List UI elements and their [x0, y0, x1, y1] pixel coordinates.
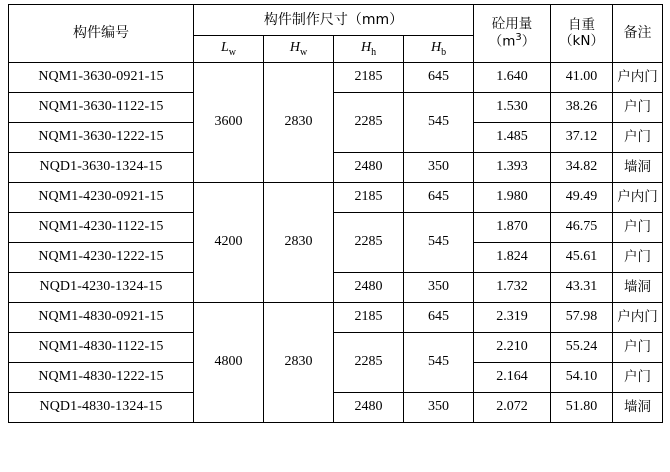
cell-Hw: 2830 — [264, 183, 334, 303]
header-weight-line1: 自重 — [568, 16, 596, 33]
table-body — [9, 63, 663, 423]
cell-concrete: 1.732 — [474, 273, 551, 303]
cell-code: NQM1-4830-1222-15 — [9, 363, 194, 393]
cell-Hb: 350 — [404, 393, 474, 423]
cell-remark: 墙洞 — [613, 153, 663, 183]
cell-concrete: 2.210 — [474, 333, 551, 363]
cell-code: NQM1-4830-0921-15 — [9, 303, 194, 333]
cell-remark: 户门 — [613, 363, 663, 393]
cell-Hh: 2185 — [334, 63, 404, 93]
cell-Hh: 2480 — [334, 153, 404, 183]
cell-concrete: 1.640 — [474, 63, 551, 93]
cell-Lw: 4800 — [194, 303, 264, 423]
cell-remark: 户门 — [613, 93, 663, 123]
header-Hw: $H_w$ — [264, 36, 334, 63]
cell-code: NQM1-3630-0921-15 — [9, 63, 194, 93]
cell-Hb: 545 — [404, 213, 474, 273]
header-Hb: $H_b$ — [404, 36, 474, 63]
cell-concrete: 1.485 — [474, 123, 551, 153]
cell-Hw: 2830 — [264, 63, 334, 183]
header-weight-line2: （kN） — [559, 32, 604, 49]
cell-weight: 51.80 — [551, 393, 613, 423]
header-concrete-line2: $(m^3)$ — [488, 32, 536, 50]
cell-remark: 户门 — [613, 213, 663, 243]
cell-remark: 户门 — [613, 333, 663, 363]
cell-remark: 户门 — [613, 243, 663, 273]
table-row — [9, 183, 663, 213]
cell-concrete: 1.824 — [474, 243, 551, 273]
cell-Hb: 645 — [404, 183, 474, 213]
header-Hh: $H_h$ — [334, 36, 404, 63]
cell-remark: 墙洞 — [613, 393, 663, 423]
cell-weight: 57.98 — [551, 303, 613, 333]
cell-weight: 41.00 — [551, 63, 613, 93]
cell-remark: 墙洞 — [613, 273, 663, 303]
header-self-weight — [551, 5, 613, 63]
cell-Hh: 2285 — [334, 213, 404, 273]
table-row — [9, 333, 663, 363]
cell-weight: 38.26 — [551, 93, 613, 123]
cell-code: NQM1-3630-1222-15 — [9, 123, 194, 153]
cell-Hb: 645 — [404, 63, 474, 93]
cell-remark: 户内门 — [613, 303, 663, 333]
cell-code: NQM1-4830-1122-15 — [9, 333, 194, 363]
cell-weight: 45.61 — [551, 243, 613, 273]
cell-remark: 户内门 — [613, 183, 663, 213]
cell-Hb: 545 — [404, 333, 474, 393]
table-row — [9, 63, 663, 93]
header-row-main — [9, 5, 663, 36]
cell-concrete: 1.393 — [474, 153, 551, 183]
cell-Hh: 2185 — [334, 183, 404, 213]
cell-remark: 户门 — [613, 123, 663, 153]
cell-code: NQD1-4830-1324-15 — [9, 393, 194, 423]
cell-remark: 户内门 — [613, 63, 663, 93]
header-code: 构件编号 — [9, 5, 194, 63]
cell-Hb: 350 — [404, 153, 474, 183]
cell-weight: 54.10 — [551, 363, 613, 393]
cell-Hb: 645 — [404, 303, 474, 333]
cell-Hb: 350 — [404, 273, 474, 303]
cell-Hb: 545 — [404, 93, 474, 153]
table-head — [9, 5, 663, 63]
cell-Lw: 3600 — [194, 63, 264, 183]
header-remark: 备注 — [613, 5, 663, 63]
cell-concrete: 2.072 — [474, 393, 551, 423]
header-dimensions-group: 构件制作尺寸（mm） — [194, 5, 474, 36]
table-row — [9, 393, 663, 423]
cell-weight: 49.49 — [551, 183, 613, 213]
cell-code: NQM1-4230-1222-15 — [9, 243, 194, 273]
cell-weight: 55.24 — [551, 333, 613, 363]
table-row — [9, 303, 663, 333]
header-Lw: $L_w$ — [194, 36, 264, 63]
cell-concrete: 1.530 — [474, 93, 551, 123]
cell-weight: 37.12 — [551, 123, 613, 153]
cell-code: NQM1-4230-0921-15 — [9, 183, 194, 213]
cell-code: NQM1-4230-1122-15 — [9, 213, 194, 243]
table-row — [9, 93, 663, 123]
cell-weight: 34.82 — [551, 153, 613, 183]
cell-code: NQM1-3630-1122-15 — [9, 93, 194, 123]
header-concrete-volume — [474, 5, 551, 63]
cell-Hh: 2185 — [334, 303, 404, 333]
cell-Hh: 2480 — [334, 273, 404, 303]
specification-table — [8, 4, 663, 423]
cell-concrete: 2.319 — [474, 303, 551, 333]
cell-concrete: 1.980 — [474, 183, 551, 213]
cell-Hw: 2830 — [264, 303, 334, 423]
table-row — [9, 153, 663, 183]
cell-code: NQD1-4230-1324-15 — [9, 273, 194, 303]
cell-Hh: 2285 — [334, 333, 404, 393]
cell-code: NQD1-3630-1324-15 — [9, 153, 194, 183]
cell-concrete: 1.870 — [474, 213, 551, 243]
cell-weight: 43.31 — [551, 273, 613, 303]
table-row — [9, 213, 663, 243]
cell-Hh: 2480 — [334, 393, 404, 423]
cell-weight: 46.75 — [551, 213, 613, 243]
cell-concrete: 2.164 — [474, 363, 551, 393]
table-row — [9, 273, 663, 303]
header-concrete-line1: 砼用量 — [491, 15, 533, 32]
cell-Hh: 2285 — [334, 93, 404, 153]
cell-Lw: 4200 — [194, 183, 264, 303]
